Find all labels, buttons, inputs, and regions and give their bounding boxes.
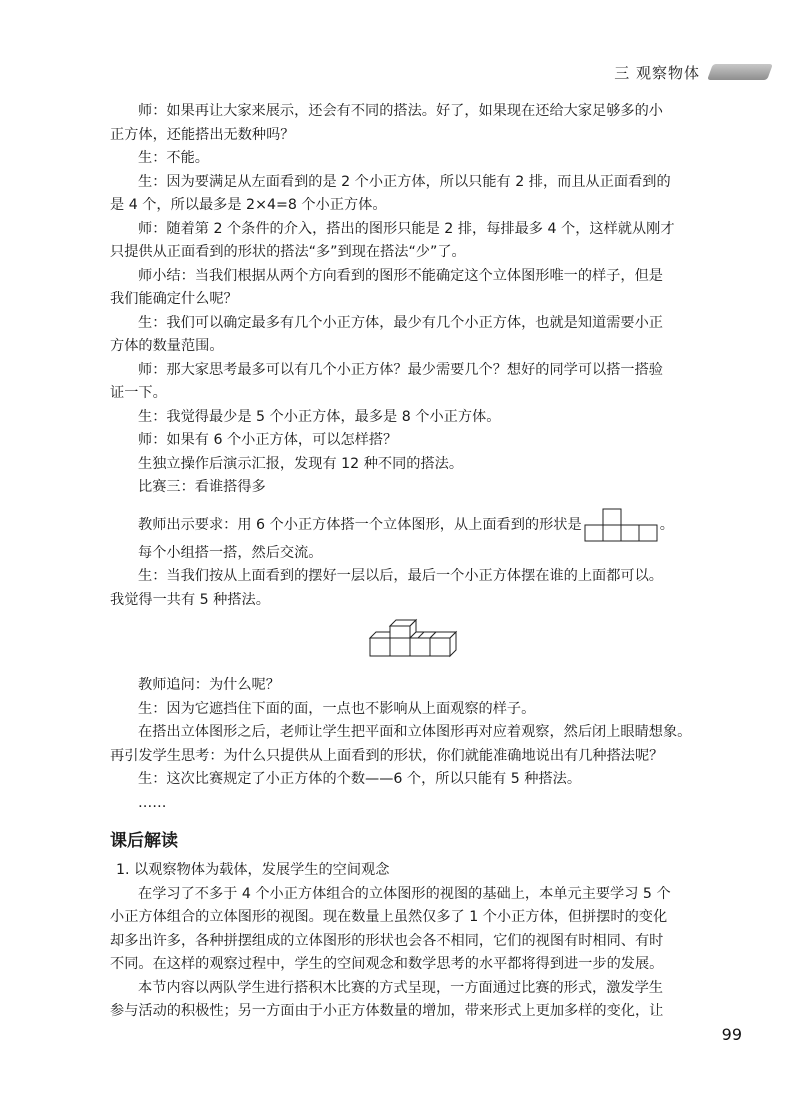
paragraph: 生：当我们按从上面看到的摆好一层以后，最后一个小正方体摆在谁的上面都可以。 我觉得一共有 5 种搭法。 [110,568,663,608]
top-view-figure [584,508,660,542]
paragraph: 师：随着第 2 个条件的介入，搭出的图形只能是 2 排，每排最多 4 个，这样就从刚才 只提供从正面看到的形状的搭法“多”到现在搭法“少”了。 [110,220,675,260]
paragraph: 在搭出立体图形之后，老师让学生把平面和立体图形再对应着观察，然后闭上眼睛想象。 再引发学生思考：为什么只提供从上面看到的形状，你们就能准确地说出有几种搭法呢？ [110,724,692,764]
page-number: 99 [721,1025,742,1044]
paragraph: 生：因为要满足从左面看到的是 2 个小正方体，所以只能有 2 排，而且从正面看到的 是 4 个，所以最多是 2×4=8 个小正方体。 [110,173,671,213]
header-tab-decoration [707,64,773,80]
section-subtitle: 1. 以观察物体为载体，发展学生的空间观念 [116,862,390,878]
paragraph: 比赛三：看谁搭得多 [138,479,266,495]
paragraph: 教师出示要求：用 6 个小正方体搭一个立体图形，从上面看到的形状是 。 [110,508,713,542]
paragraph: 师：如果有 6 个小正方体，可以怎样搭？ [138,432,398,448]
paragraph: 教师追问：为什么呢？ [138,677,280,693]
cube-figure-container [110,618,713,670]
paragraph: 在学习了不多于 4 个小正方体组合的立体图形的视图的基础上，本单元主要学习 5 个 小正方体组合的立体图形的视图。现在数量上虽然仅多了 1 个小正方体，但拼摆时的变化 却多出许多，各种拼摆组成的立体图形的形状也会各不相同，它们的视图有时相同、有时 不同。在这样的观察过程中，学生的空间观念和数学思考的水平都将得到进一步的发展。 [110,885,671,972]
paragraph: 师：那大家思考最多可以有几个小正方体？最少需要几个？想好的同学可以搭一搭验 证一下。 [110,361,663,401]
paragraph: 本节内容以两队学生进行搭积木比赛的方式呈现，一方面通过比赛的形式，激发学生 参与活动的积极性；另一方面由于小正方体数量的增加，带来形式上更加多样的变化，让 [110,979,664,1019]
paragraph: 生：我们可以确定最多有几个小正方体，最少有几个小正方体，也就是知道需要小正 方体的数量范围。 [110,314,663,354]
paragraph: 生：我觉得最少是 5 个小正方体，最多是 8 个小正方体。 [138,408,501,425]
page-content [110,100,713,1024]
paragraph: 师小结：当我们根据从两个方向看到的图形不能确定这个立体图形唯一的样子，但是 我们能确定什么呢？ [110,267,663,307]
paragraph: 生：这次比赛规定了小正方体的个数——6 个，所以只能有 5 种搭法。 [138,771,582,787]
watermark-logo [8,1076,78,1102]
paragraph: 生：不能。 [138,150,209,166]
ellipsis: …… [138,794,167,811]
running-header [614,58,770,86]
paragraph: 每个小组搭一搭，然后交流。 [138,544,323,561]
section-title: 课后解读 [110,831,178,851]
paragraph: 师：如果再让大家来展示，还会有不同的搭法。好了，如果现在还给大家足够多的小 正方体，还能搭出无数种吗？ [110,103,663,143]
paragraph: 生独立操作后演示汇报，发现有 12 种不同的搭法。 [138,455,464,472]
paragraph: 生：因为它遮挡住下面的面，一点也不影响从上面观察的样子。 [138,700,536,717]
chapter-title: 三 观察物体 [614,63,700,82]
cube-arrangement-figure [364,618,460,670]
